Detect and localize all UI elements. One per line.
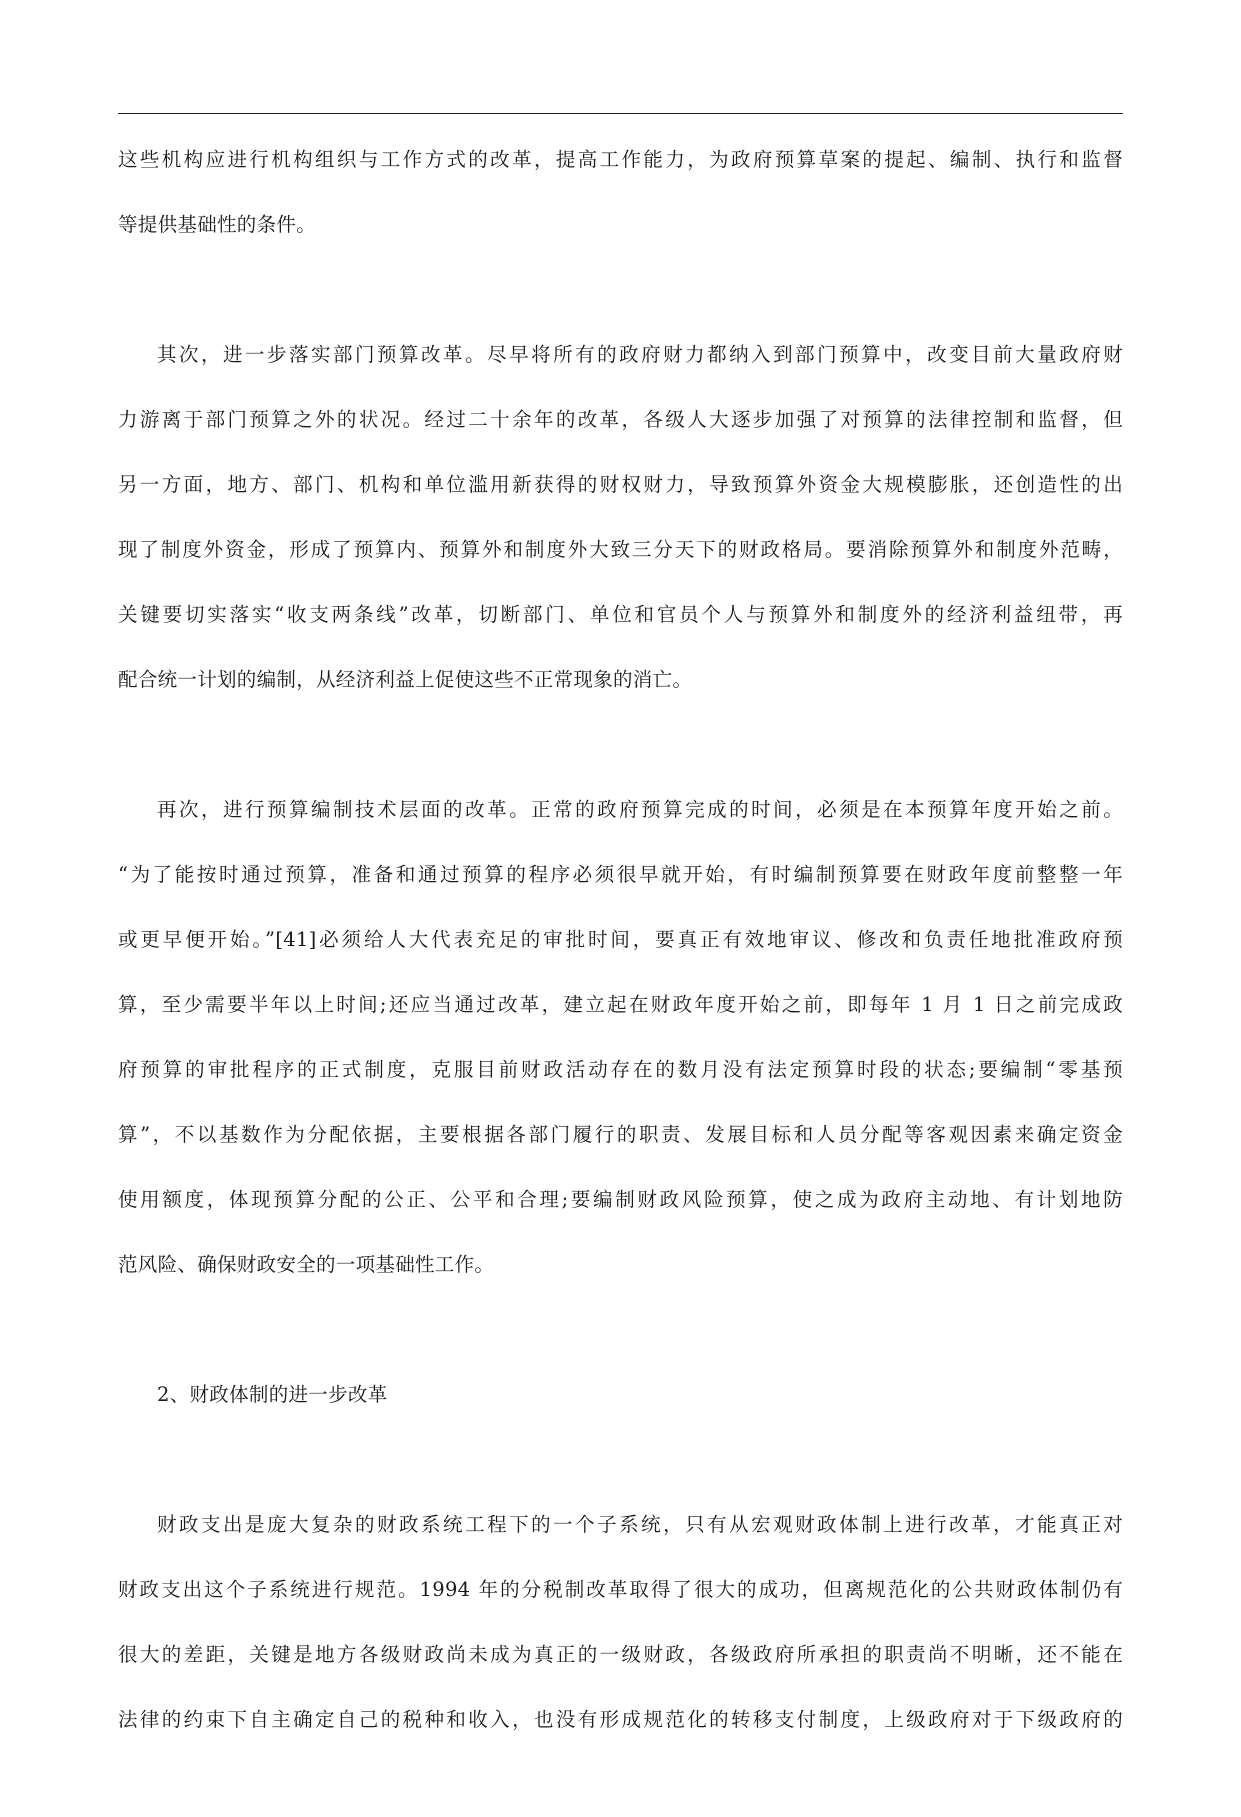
text-line: 关键要切实落实“收支两条线”改革，切断部门、单位和官员个人与预算外和制度外的经济利益纽带，再 [118,603,1123,626]
paragraph-2 [118,322,1123,712]
section-heading [118,1362,1123,1427]
text-line: 算，至少需要半年以上时间;还应当通过改革，建立起在财政年度开始之前，即每年 1 月 1 日之前完成政 [118,993,1123,1016]
body-text [118,127,1123,1817]
text-line: 很大的差距，关键是地方各级财政尚未成为真正的一级财政，各级政府所承担的职责尚不明晰，还不能在 [118,1643,1123,1666]
text-line: 等提供基础性的条件。 [118,213,317,236]
text-line: 现了制度外资金，形成了预算内、预算外和制度外大致三分天下的财政格局。要消除预算外和制度外范畴， [118,538,1123,561]
paragraph-1 [118,127,1123,257]
text-line: 这些机构应进行机构组织与工作方式的改革，提高工作能力，为政府预算草案的提起、编制、执行和监督 [118,148,1123,171]
header-rule [118,113,1123,114]
text-line: 范风险、确保财政安全的一项基础性工作。 [118,1253,495,1276]
paragraph-3 [118,777,1123,1297]
text-line: 法律的约束下自主确定自己的税种和收入，也没有形成规范化的转移支付制度，上级政府对于下级政府的 [118,1708,1123,1731]
text-line: 财政支出这个子系统进行规范。1994 年的分税制改革取得了很大的成功，但离规范化的公共财政体制仍有 [118,1578,1123,1601]
section-heading-text: 2、财政体制的进一步改革 [157,1383,388,1406]
text-line: 再次，进行预算编制技术层面的改革。正常的政府预算完成的时间，必须是在本预算年度开始之前。 [157,798,1123,821]
text-line: 算”，不以基数作为分配依据，主要根据各部门履行的职责、发展目标和人员分配等客观因素来确定资金 [118,1123,1123,1146]
text-line: 使用额度，体现预算分配的公正、公平和合理;要编制财政风险预算，使之成为政府主动地、有计划地防 [118,1188,1123,1211]
text-line: 配合统一计划的编制，从经济利益上促使这些不正常现象的消亡。 [118,668,693,691]
text-line: 其次，进一步落实部门预算改革。尽早将所有的政府财力都纳入到部门预算中，改变目前大量政府财 [157,343,1123,366]
text-line: 府预算的审批程序的正式制度，克服目前财政活动存在的数月没有法定预算时段的状态;要编制“零基预 [118,1058,1123,1081]
text-line: 力游离于部门预算之外的状况。经过二十余年的改革，各级人大逐步加强了对预算的法律控制和监督，但 [118,408,1123,431]
text-line: 财政支出是庞大复杂的财政系统工程下的一个子系统，只有从宏观财政体制上进行改革，才能真正对 [157,1513,1123,1536]
text-line: “为了能按时通过预算，准备和通过预算的程序必须很早就开始，有时编制预算要在财政年度前整整一年 [118,863,1123,886]
text-line: 或更早便开始。”[41]必须给人大代表充足的审批时间，要真正有效地审议、修改和负责任地批准政府预 [118,928,1123,951]
paragraph-5 [118,1492,1123,1752]
text-line: 另一方面，地方、部门、机构和单位滥用新获得的财权财力，导致预算外资金大规模膨胀，还创造性的出 [118,473,1123,496]
